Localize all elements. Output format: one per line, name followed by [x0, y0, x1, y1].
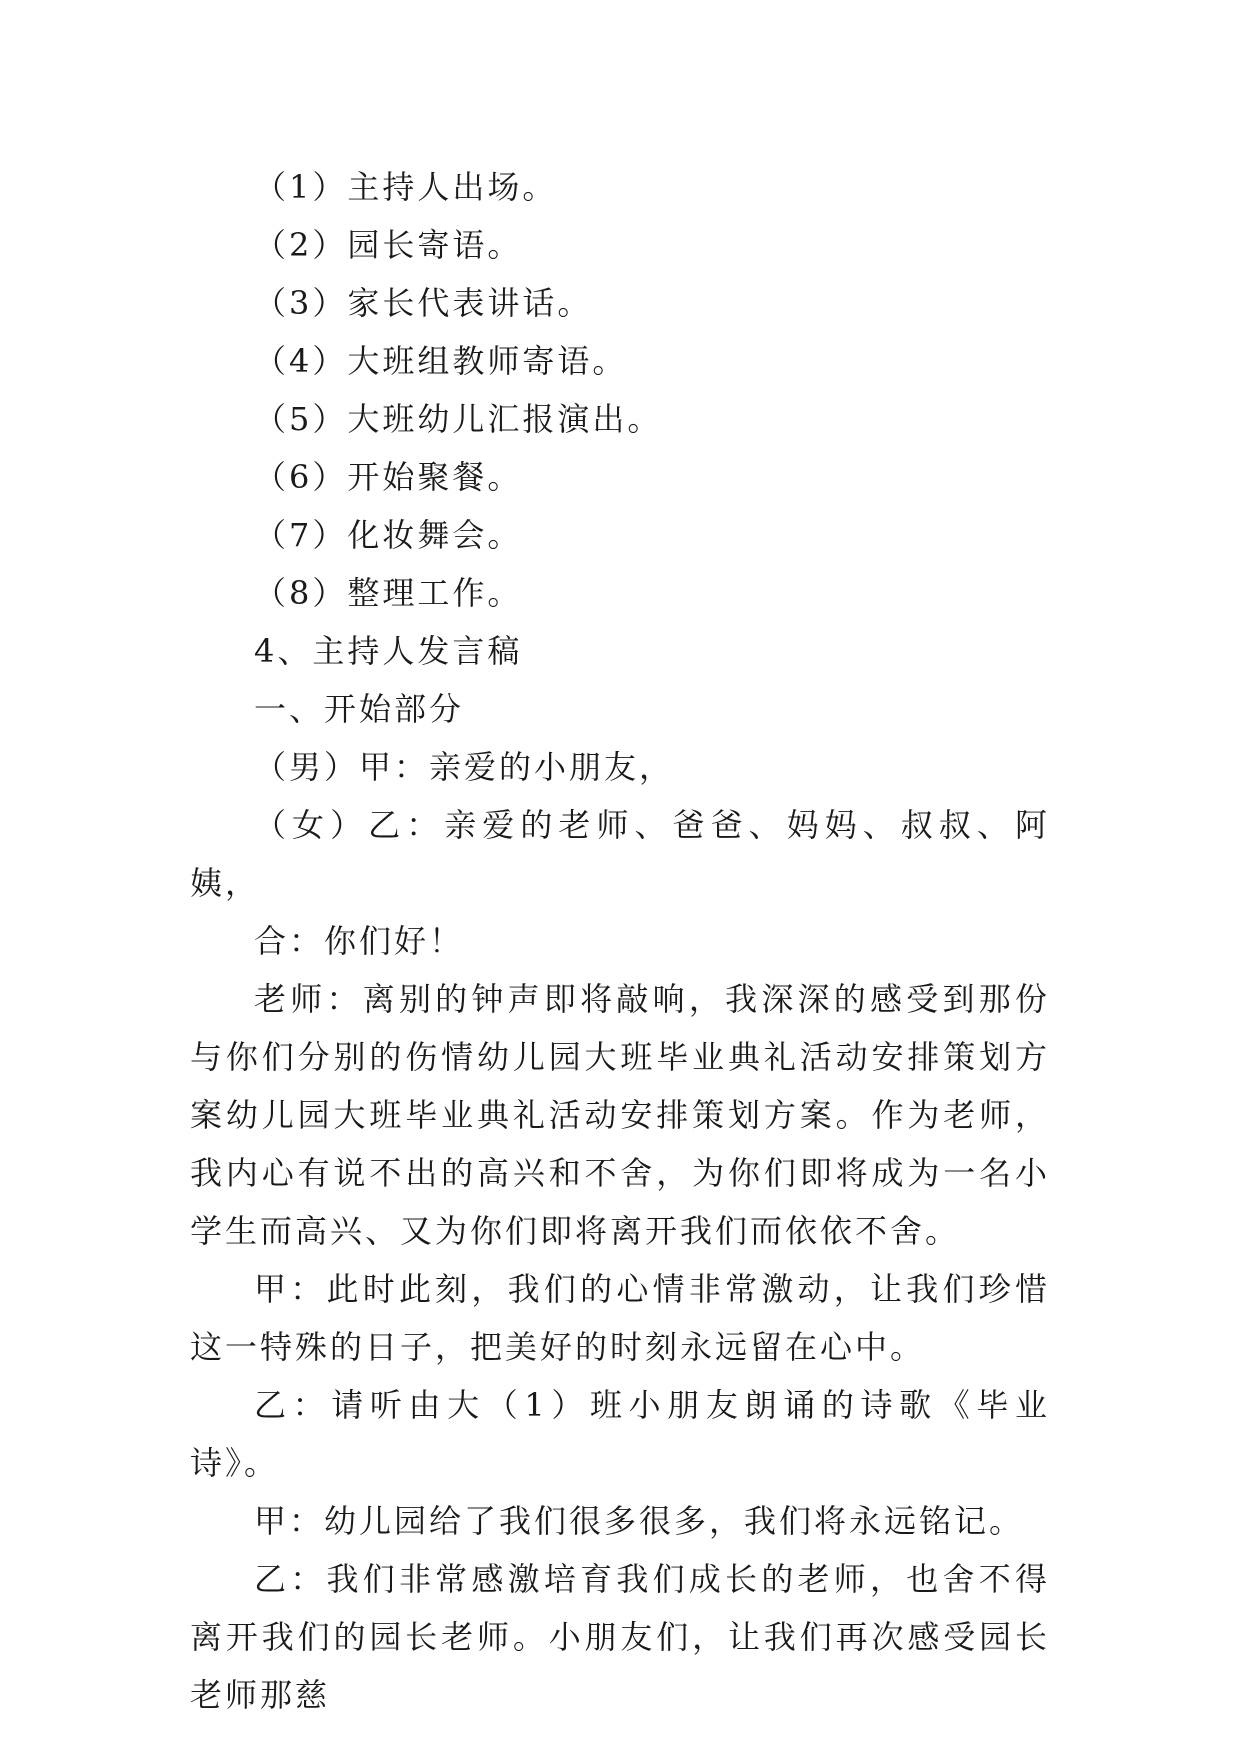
dialogue-line: （男）甲：亲爱的小朋友， [254, 748, 675, 786]
subsection-heading: 一、开始部分 [254, 690, 465, 728]
agenda-item-8: （8）整理工作。 [254, 574, 523, 612]
dialogue-paragraph: 老师：离别的钟声即将敲响，我深深的感受到那份与你们分别的伤情幼儿园大班毕业典礼活动安排策划方案幼儿园大班毕业典礼活动安排策划方案。作为老师，我内心有说不出的高兴和不舍，为你们即将成为一名小学生而高兴、又为你们即将离开我们而依依不舍。 [190, 980, 1050, 1250]
dialogue-line: 乙：请听由大（1）班小朋友朗诵的诗歌《毕业诗》。 [190, 1386, 1050, 1482]
section-heading: 4、主持人发言稿 [254, 632, 523, 670]
agenda-item-4: （4）大班组教师寄语。 [254, 342, 628, 380]
agenda-item-2: （2）园长寄语。 [254, 226, 523, 264]
dialogue-line: （女）乙：亲爱的老师、爸爸、妈妈、叔叔、阿姨， [190, 806, 1050, 902]
dialogue-paragraph: 乙：我们非常感激培育我们成长的老师，也舍不得离开我们的园长老师。小朋友们，让我们再次感受园长老师那慈 [190, 1560, 1050, 1714]
agenda-item-1: （1）主持人出场。 [254, 168, 558, 206]
agenda-item-3: （3）家长代表讲话。 [254, 284, 593, 322]
document-body [190, 158, 1050, 1724]
dialogue-line: 甲：幼儿园给了我们很多很多，我们将永远铭记。 [254, 1502, 1025, 1540]
agenda-item-7: （7）化妆舞会。 [254, 516, 523, 554]
dialogue-line: 合：你们好！ [254, 922, 465, 960]
agenda-item-6: （6）开始聚餐。 [254, 458, 523, 496]
agenda-item-5: （5）大班幼儿汇报演出。 [254, 400, 663, 438]
dialogue-paragraph: 甲：此时此刻，我们的心情非常激动，让我们珍惜这一特殊的日子，把美好的时刻永远留在心中。 [190, 1270, 1050, 1366]
